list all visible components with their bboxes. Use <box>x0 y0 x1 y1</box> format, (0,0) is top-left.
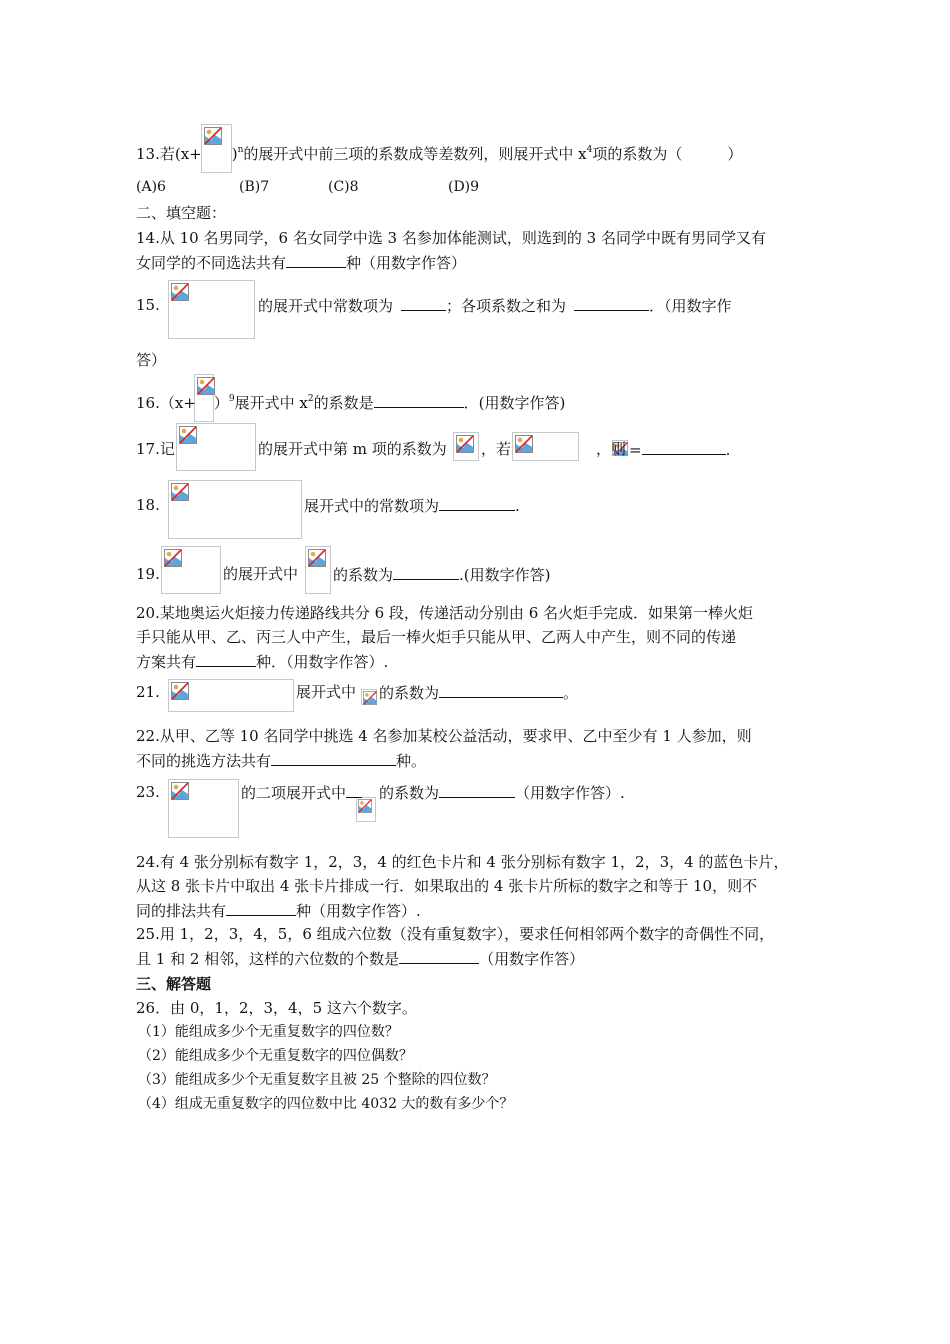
answer-blank[interactable] <box>439 495 515 511</box>
question-21-number: 21. <box>136 683 160 701</box>
question-23-number: 23. <box>136 783 160 801</box>
answer-blank[interactable] <box>286 252 346 268</box>
broken-image-icon <box>171 682 189 700</box>
question-16: $16.(x+ )^9$展开式中 $x^2$的系数是 ．(用数字作答) <box>136 394 566 412</box>
question-22-line-1: 22.从甲、乙等 10 名同学中挑选 4 名参加某校公益活动，要求甲、乙中至少有 1 人参加，则 <box>136 727 752 745</box>
question-17-end: = . <box>629 441 731 459</box>
question-23-end: 的系数为 （用数字作答）. <box>379 784 625 802</box>
question-26-part-1: （1）能组成多少个无重复数字的四位数？ <box>138 1024 399 1040</box>
answer-blank[interactable] <box>196 651 256 667</box>
question-24-line-3: 同的排法共有 种（用数字作答）. <box>136 902 421 920</box>
answer-blank[interactable] <box>439 682 563 698</box>
answer-blank[interactable] <box>346 782 362 798</box>
answer-blank[interactable] <box>642 439 726 455</box>
question-17-start: 17.记 <box>136 440 175 458</box>
question-22-line-2: 不同的挑选方法共有 种。 <box>136 752 427 770</box>
question-13: 13.若$(x+ )^n$的展开式中前三项的系数成等差数列，则展开式中 $x^4$项的系数为（ ） <box>136 145 743 163</box>
formula-image <box>453 432 479 461</box>
question-21-text: 展开式中 <box>296 683 357 701</box>
question-20-line-2: 手只能从甲、乙、丙三人中产生，最后一棒火炬手只能从甲、乙两人中产生，则不同的传递 <box>136 628 737 646</box>
question-17-text: ，若 <box>481 440 512 458</box>
question-15-number: 15. <box>136 296 160 314</box>
broken-image-icon <box>171 782 189 800</box>
answer-blank[interactable] <box>374 392 464 408</box>
question-15: 的展开式中常数项为 ；各项系数之和为 ．（用数字作 <box>258 297 732 315</box>
answer-blank[interactable] <box>399 948 479 964</box>
question-15-continued: 答） <box>136 351 167 369</box>
broken-image-icon <box>171 483 189 501</box>
question-19-number: 19. <box>136 565 160 583</box>
question-26-part-3: （3）能组成多少个无重复数字且被 25 个整除的四位数？ <box>138 1072 496 1088</box>
answer-blank[interactable] <box>574 295 649 311</box>
question-18: 展开式中的常数项为 . <box>304 497 520 515</box>
question-18-number: 18. <box>136 496 160 514</box>
section-2-heading: 二、填空题： <box>136 204 227 222</box>
question-17-text: 的展开式中第 m 项的系数为 <box>258 440 447 458</box>
question-24-line-2: 从这 8 张卡片中取出 4 张卡片排成一行．如果取出的 4 张卡片所标的数字之和等于 10，则不 <box>136 877 758 895</box>
formula-image <box>361 689 377 705</box>
broken-image-icon <box>171 283 189 301</box>
broken-image-icon <box>456 435 474 453</box>
question-20-line-1: 20.某地奥运火炬接力传递路线共分 6 段，传递活动分别由 6 名火炬手完成．如果第一棒火炬 <box>136 604 754 622</box>
question-26-stem: 26．由 0，1，2，3，4，5 这六个数字。 <box>136 999 417 1017</box>
formula-image <box>168 280 255 339</box>
question-17-text: ，则 <box>596 440 627 458</box>
formula-image <box>168 480 302 539</box>
formula-image <box>161 546 221 594</box>
answer-blank[interactable] <box>271 750 396 766</box>
question-26-part-2: （2）能组成多少个无重复数字的四位偶数？ <box>138 1048 413 1064</box>
broken-image-icon <box>179 426 197 444</box>
formula-image <box>168 779 239 838</box>
question-23-text: 的二项展开式中 <box>241 782 362 803</box>
formula-image <box>168 679 294 712</box>
answer-blank[interactable] <box>401 295 446 311</box>
section-3-heading: 三、解答题 <box>136 975 212 993</box>
formula-image <box>176 423 256 471</box>
question-24-line-1: 24.有 4 张分别标有数字 1，2，3，4 的红色卡片和 4 张分别标有数字 1，2，3，4 的蓝色卡片， <box>136 853 789 871</box>
question-26-part-4: （4）组成无重复数字的四位数中比 4032 大的数有多少个？ <box>138 1096 514 1112</box>
answer-blank[interactable] <box>393 564 459 580</box>
question-19-text: 的展开式中 <box>223 565 299 583</box>
broken-image-icon <box>308 549 326 567</box>
answer-blank[interactable] <box>226 900 296 916</box>
question-25-line-1: 25.用 1，2，3，4，5，6 组成六位数（没有重复数字），要求任何相邻两个数字的奇偶性不同， <box>136 925 775 943</box>
question-19-end: 的系数为 .(用数字作答) <box>333 566 551 584</box>
question-14-line-1: 14.从 10 名男同学，6 名女同学中选 3 名参加体能测试，则选到的 3 名同学中既有男同学又有 <box>136 229 766 247</box>
broken-image-icon <box>515 435 533 453</box>
question-21-end: 的系数为 。 <box>379 684 579 702</box>
formula-image <box>512 432 579 461</box>
formula-image <box>305 546 331 594</box>
question-25-line-2: 且 1 和 2 相邻，这样的六位数的个数是 （用数字作答） <box>136 950 585 968</box>
question-14-line-2: 女同学的不同选法共有 种（用数字作答） <box>136 254 467 272</box>
question-20-line-3: 方案共有 种．（用数字作答）. <box>136 653 389 671</box>
broken-image-icon <box>363 691 377 705</box>
answer-blank[interactable] <box>439 782 515 798</box>
broken-image-icon <box>164 549 182 567</box>
